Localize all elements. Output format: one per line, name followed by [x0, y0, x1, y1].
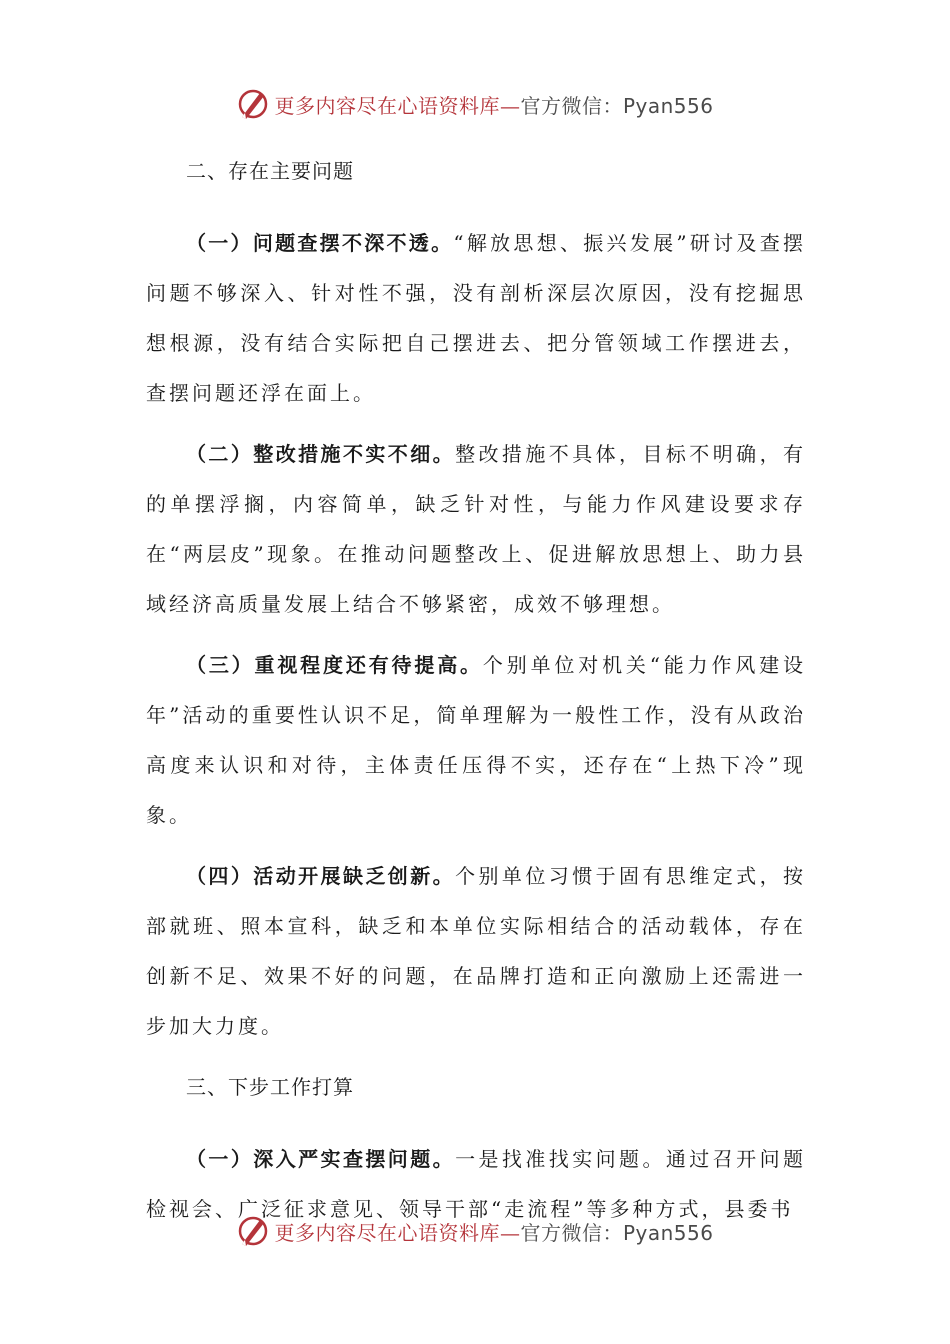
footer-watermark-banner	[0, 1211, 950, 1251]
paragraph-problem-3: （三）重视程度还有待提高。个别单位对机关“能力作风建设年”活动的重要性认识不足，简单理解为一般性工作，没有从政治高度来认识和对待，主体责任压得不实，还存在“上热下冷”现象。	[146, 653, 806, 827]
document-body	[146, 146, 806, 1245]
paragraph-problem-4: （四）活动开展缺乏创新。个别单位习惯于固有思维定式，按部就班、照本宣科，缺乏和本单位实际相结合的活动载体，存在创新不足、效果不好的问题，在品牌打造和正向激励上还需进一步加大力度。	[146, 864, 807, 1038]
section-heading-next-steps: 三、下步工作打算	[186, 1075, 354, 1099]
section-heading-problems: 二、存在主要问题	[186, 159, 354, 183]
pen-logo-icon	[236, 87, 270, 121]
paragraph-plan-1: （一）深入严实查摆问题。一是找准找实问题。通过召开问题检视会、广泛征求意见、领导干部“走流程”等多种方式，县委书	[146, 1147, 807, 1221]
paragraph-problem-2: （二）整改措施不实不细。整改措施不具体，目标不明确，有的单摆浮搁，内容简单，缺乏针对性，与能力作风建设要求存在“两层皮”现象。在推动问题整改上、促进解放思想上、助力县域经济高质量发展上结合不够紧密，成效不够理想。	[146, 442, 807, 616]
banner-text: 更多内容尽在心语资料库—官方微信：Pyan556	[274, 1220, 714, 1245]
pen-logo-icon	[236, 1214, 270, 1248]
banner-text: 更多内容尽在心语资料库—官方微信：Pyan556	[274, 93, 714, 118]
header-watermark-banner	[0, 84, 950, 124]
paragraph-problem-1: （一）问题查摆不深不透。“解放思想、振兴发展”研讨及查摆问题不够深入、针对性不强，没有剖析深层次原因，没有挖掘思想根源，没有结合实际把自己摆进去、把分管领域工作摆进去，查摆问题还浮在面上。	[146, 231, 807, 405]
